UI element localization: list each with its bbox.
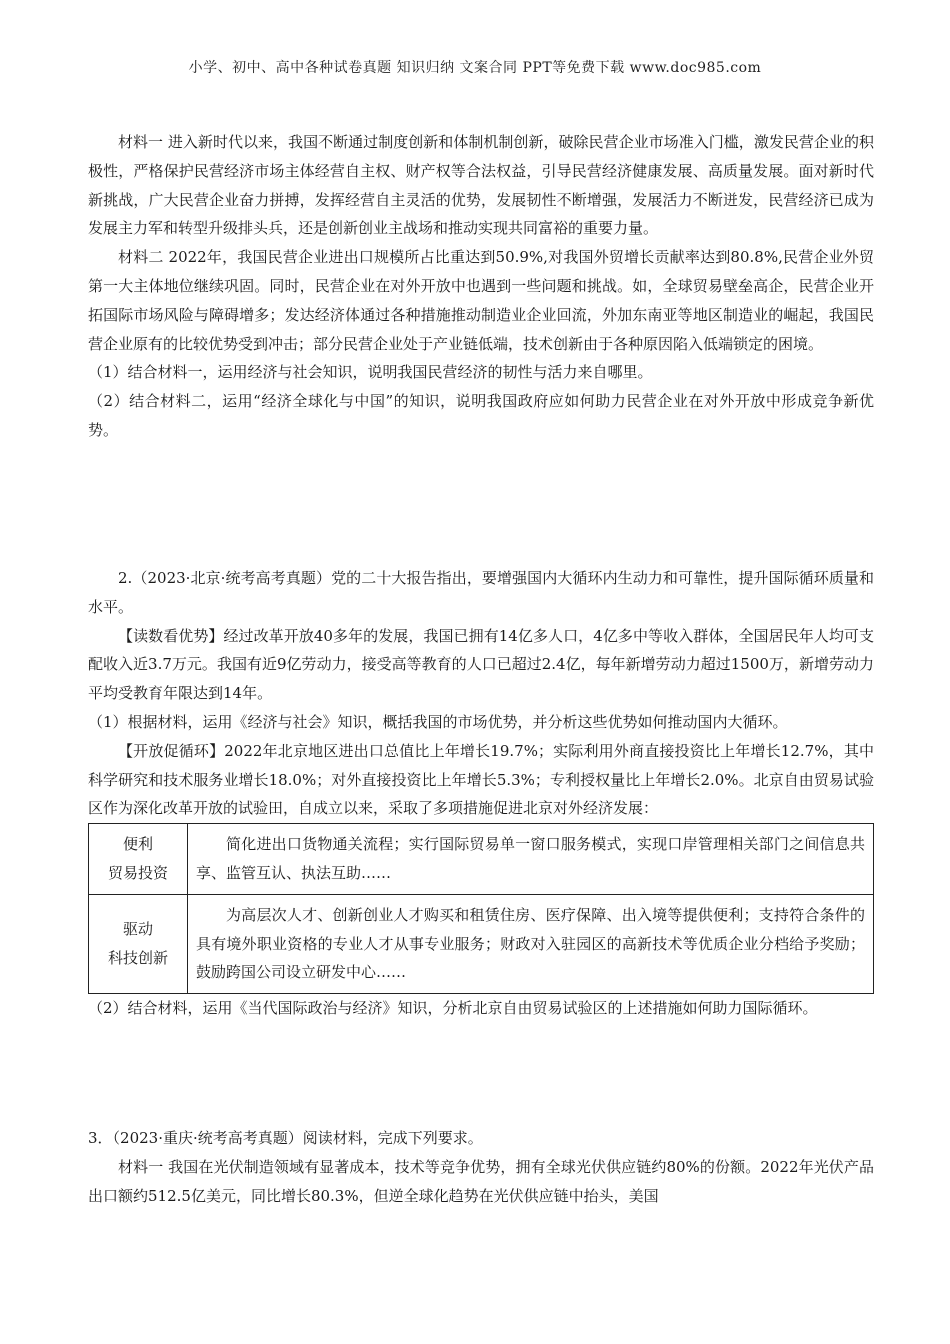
table-row-description: 简化进出口货物通关流程；实行国际贸易单一窗口服务模式，实现口岸管理相关部门之间信息共享、监管互认、执法互助…… [188,824,874,895]
label-line-2: 科技创新 [107,948,168,967]
q3-material-1: 材料一 我国在光伏制造领域有显著成本，技术等竞争优势，拥有全球光伏供应链约80%的份额。2022年光伏产品出口额约512.5亿美元，同比增长80.3%，但逆全球化趋势在光伏供应链中抬头，美国 [88,1157,874,1205]
q1-sub-question-2: （2）结合材料二，运用“经济全球化与中国”的知识，说明我国政府应如何助力民营企业在对外开放中形成竞争新优势。 [88,392,874,439]
q2-reading-material: 【读数看优势】经过改革开放40多年的发展，我国已拥有14亿多人口，4亿多中等收入群体，全国居民年人均可支配收入近3.7万元。我国有近9亿劳动力，接受高等教育的人口已超过2.4亿，每年新增劳动力超过1500万，新增劳动力平均受教育年限达到14年。 [88,626,874,703]
q3-intro: 3．（2023·重庆·统考高考真题）阅读材料，完成下列要求。 [88,1129,483,1147]
q1-material-1: 材料一 进入新时代以来，我国不断通过制度创新和体制机制创新，破除民营企业市场准入门槛，激发民营企业的积极性，严格保护民营经济市场主体经营自主权、财产权等合法权益，引导民营经济健康发展、高质量发展。面对新时代新挑战，广大民营企业奋力拼搏，发挥经营自主灵活的优势，发展韧性不断增强，发展活力不断迸发，民营经济已成为发展主力军和转型升级排头兵，还是创新创业主战场和推动实现共同富裕的重要力量。 [88,133,874,238]
q2-sub-question-1: （1）根据材料，运用《经济与社会》知识，概括我国的市场优势，并分析这些优势如何推动国内大循环。 [88,712,788,731]
table-row-label [89,894,188,993]
q1-material-2: 材料二 2022年，我国民营企业进出口规模所占比重达到50.9%,对我国外贸增长贡献率达到80.8%,民营企业外贸第一大主体地位继续巩固。同时，民营企业在对外开放中也遇到一些问题和挑战。如，全球贸易壁垒高企，民营企业开拓国际市场风险与障碍增多；发达经济体通过各种措施推动制造业企业回流，外加东南亚等地区制造业的崛起，我国民营企业原有的比较优势受到冲击；部分民营企业处于产业链低端，技术创新由于各种原因陷入低端锁定的困境。 [88,248,874,353]
label-line-1: 驱动 [122,920,153,939]
q2-opening-material: 【开放促循环】2022年北京地区进出口总值比上年增长19.7%；实际利用外商直接投资比上年增长12.7%，其中科学研究和技术服务业增长18.0%；对外直接投资比上年增长5.3%；专利授权量比上年增长2.0%。北京自由贸易试验区作为深化改革开放的试验田，自成立以来，采取了多项措施促进北京对外经济发展： [88,741,874,818]
table-row [89,894,874,993]
question-3 [88,1124,874,1210]
question-2 [88,564,874,1023]
table-row [89,824,874,895]
question-1 [88,128,874,445]
table-row-description: 为高层次人才、创新创业人才购买和租赁住房、医疗保障、出入境等提供便利；支持符合条件的具有境外职业资格的专业人才从事专业服务；财政对入驻园区的高新技术等优质企业分档给予奖励；鼓励跨国公司设立研发中心…… [188,894,874,993]
label-line-2: 贸易投资 [107,863,168,882]
table-row-label [89,824,188,895]
q1-sub-question-1: （1）结合材料一，运用经济与社会知识，说明我国民营经济的韧性与活力来自哪里。 [88,363,653,382]
q2-intro: 2.（2023·北京·统考高考真题）党的二十大报告指出，要增强国内大循环内生动力和可靠性，提升国际循环质量和水平。 [88,569,874,616]
page-header: 小学、初中、高中各种试卷真题 知识归纳 文案合同 PPT等免费下载 www.doc985.com [188,60,762,76]
measures-table [88,823,874,994]
label-line-1: 便利 [122,835,153,854]
q2-sub-question-2: （2）结合材料，运用《当代国际政治与经济》知识，分析北京自由贸易试验区的上述措施如何助力国际循环。 [88,999,818,1018]
